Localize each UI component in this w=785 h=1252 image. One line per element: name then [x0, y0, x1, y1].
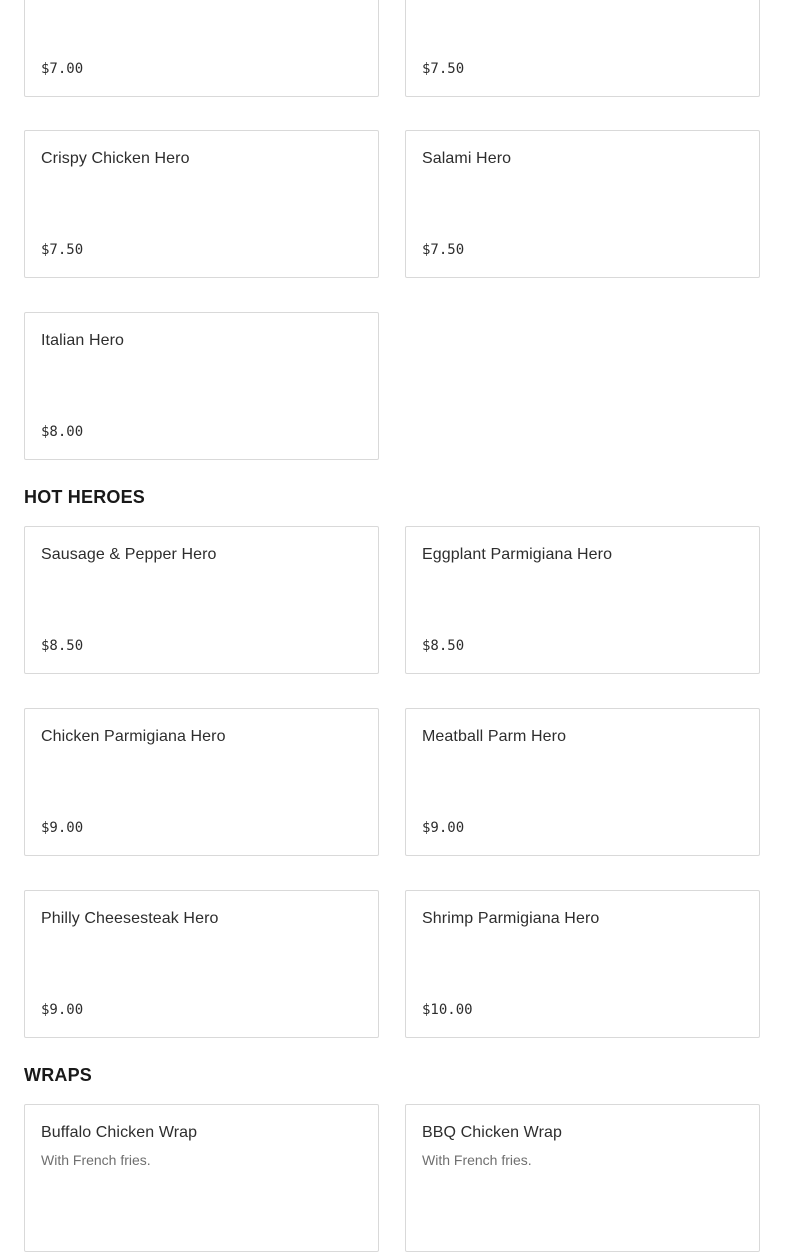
- menu-item-card-buffalo-chicken-wrap[interactable]: [24, 1104, 379, 1252]
- menu-item-card-bbq-chicken-wrap[interactable]: [405, 1104, 760, 1252]
- menu-item-card-salami-hero[interactable]: [405, 130, 760, 278]
- item-name: Shrimp Parmigiana Hero: [422, 910, 600, 927]
- item-name: Philly Cheesesteak Hero: [41, 910, 219, 927]
- menu-item-card[interactable]: [405, 0, 760, 97]
- item-name: Meatball Parm Hero: [422, 728, 567, 745]
- menu-item-card-eggplant-parmigiana-hero[interactable]: [405, 526, 760, 674]
- item-price: $8.50: [422, 638, 465, 654]
- item-price: $7.50: [41, 242, 84, 258]
- item-price: $9.00: [422, 820, 465, 836]
- menu-item-card-shrimp-parmigiana-hero[interactable]: [405, 890, 760, 1038]
- item-name: Chicken Parmigiana Hero: [41, 728, 226, 745]
- item-name: Crispy Chicken Hero: [41, 150, 190, 167]
- item-description: With French fries.: [41, 1152, 151, 1168]
- section-title-wraps: WRAPS: [24, 1065, 92, 1085]
- menu-item-card-chicken-parmigiana-hero[interactable]: [24, 708, 379, 856]
- item-name: BBQ Chicken Wrap: [422, 1124, 563, 1141]
- menu-item-card[interactable]: [24, 0, 379, 97]
- item-price: $7.50: [422, 242, 465, 258]
- item-description: With French fries.: [422, 1152, 532, 1168]
- item-name: Salami Hero: [422, 150, 512, 167]
- item-price: $8.00: [41, 424, 84, 440]
- item-price: $9.00: [41, 820, 84, 836]
- item-price: $8.50: [41, 638, 84, 654]
- item-name: Sausage & Pepper Hero: [41, 546, 217, 563]
- menu-item-card-italian-hero[interactable]: [24, 312, 379, 460]
- item-name: Italian Hero: [41, 332, 125, 349]
- item-name: Eggplant Parmigiana Hero: [422, 546, 613, 563]
- item-name: Buffalo Chicken Wrap: [41, 1124, 198, 1141]
- menu-item-card-meatball-parm-hero[interactable]: [405, 708, 760, 856]
- item-price: $10.00: [422, 1002, 473, 1018]
- menu-item-card-philly-cheesesteak-hero[interactable]: [24, 890, 379, 1038]
- item-price: $7.00: [41, 61, 84, 77]
- menu-item-card-sausage-pepper-hero[interactable]: [24, 526, 379, 674]
- section-title-hot-heroes: HOT HEROES: [24, 487, 146, 507]
- item-price: $7.50: [422, 61, 465, 77]
- menu-item-card-crispy-chicken-hero[interactable]: [24, 130, 379, 278]
- item-price: $9.00: [41, 1002, 84, 1018]
